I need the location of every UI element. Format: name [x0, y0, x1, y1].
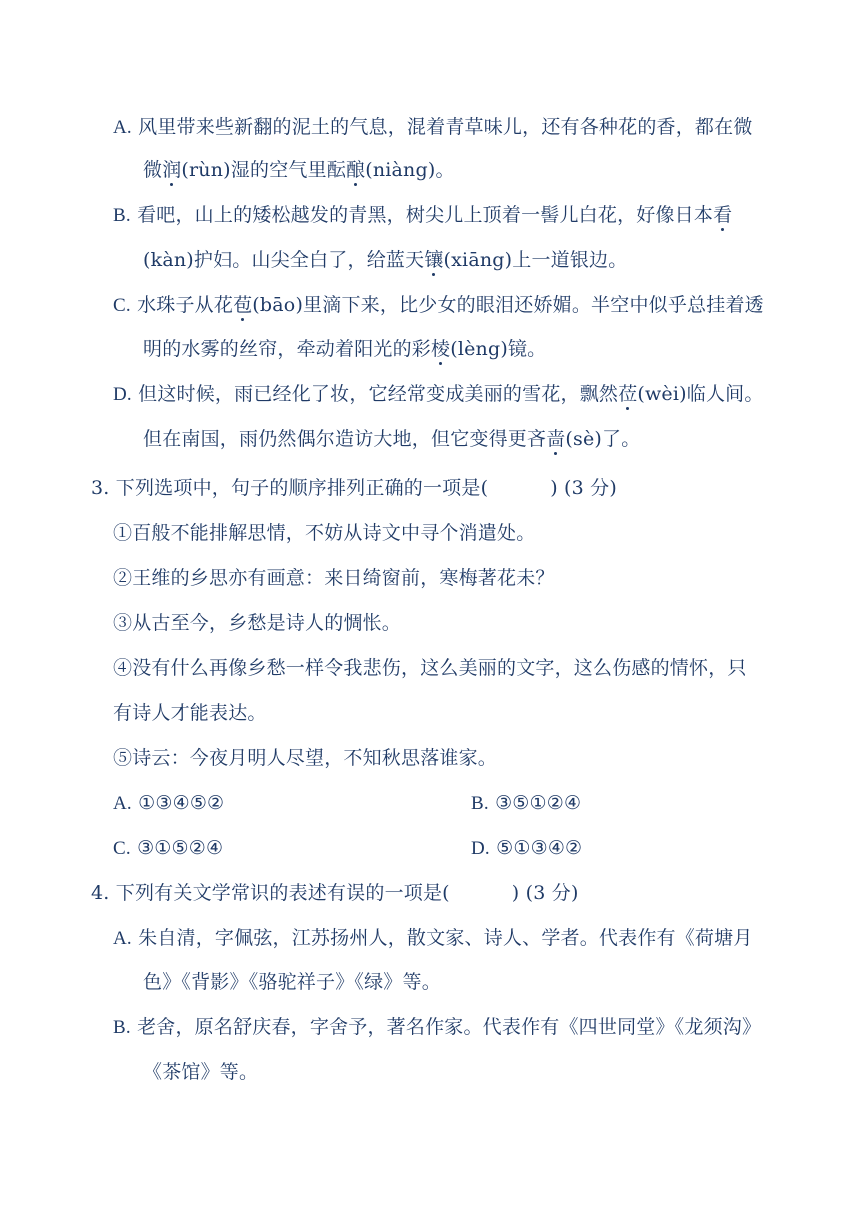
sentence-1: ①百般不能排解思情，不妨从诗文中寻个消遣处。 [113, 522, 536, 544]
text-segment: (lèng)镜。 [450, 338, 547, 360]
text-segment: (wèi)临人间。 [637, 383, 764, 405]
q3-option-d [471, 836, 582, 861]
emphasis-char: 苞 [233, 294, 253, 316]
text-segment: (bāo)里滴下来，比少女的眼泪还娇媚。半空中似乎总挂着透 [252, 294, 764, 316]
text-segment: 水珠子从花 [137, 294, 234, 316]
emphasis-char: 棱 [431, 338, 451, 360]
sentence-4-cont: 有诗人才能表达。 [113, 702, 267, 724]
option-text: 朱自清，字佩弦，江苏扬州人，散文家、诗人、学者。代表作有《荷塘月 [138, 927, 753, 949]
option-letter: B. [113, 1017, 131, 1038]
text-segment: 但这时候，雨已经化了妆，它经常变成美丽的雪花，飘然 [138, 383, 619, 405]
text-segment: 明的水雾的丝帘，牵动着阳光的彩 [143, 338, 432, 360]
option-text: ⑤①③④② [496, 837, 583, 859]
option-letter: B. [113, 205, 131, 226]
option-letter: D. [471, 838, 490, 859]
sentence-5: ⑤诗云：今夜月明人尽望，不知秋思落谁家。 [113, 747, 498, 769]
option-letter: C. [113, 295, 131, 316]
option-letter: A. [113, 117, 132, 138]
text-segment: 微 [143, 159, 163, 181]
option-letter: C. [113, 838, 131, 859]
option-letter: A. [113, 928, 132, 949]
text-segment: (niàng)。 [365, 159, 455, 181]
option-letter: B. [471, 793, 489, 814]
sentence-4: ④没有什么再像乡愁一样令我悲伤，这么美丽的文字，这么伤感的情怀，只 [113, 657, 747, 679]
option-letter: A. [113, 793, 132, 814]
text-segment: 但在南国，雨仍然偶尔造访大地，但它变得更吝 [143, 428, 547, 450]
emphasis-char: 看 [713, 204, 733, 226]
sentence-3: ③从古至今，乡愁是诗人的惆怅。 [113, 612, 402, 634]
text-segment: (kàn)护妇。山尖全白了，给蓝天 [143, 249, 425, 271]
q4-option-a-cont: 色》《背影》《骆驼祥子》《绿》等。 [143, 971, 441, 993]
text-segment: 看吧，山上的矮松越发的青黑，树尖儿上顶着一髻儿白花，好像日本 [137, 204, 714, 226]
option-text: ③①⑤②④ [137, 837, 224, 859]
sentence-2: ②王维的乡思亦有画意：来日绮窗前，寒梅著花未？ [113, 567, 555, 589]
q4-option-b-cont: 《茶馆》等。 [143, 1061, 259, 1083]
question-score: ) (3 分) [511, 882, 579, 904]
q4-option-b [113, 1015, 761, 1040]
question-stem: 4. 下列有关文学常识的表述有误的一项是( [91, 882, 450, 904]
emphasis-char: 酿 [346, 159, 366, 181]
text-segment: (rùn)湿的空气里酝 [181, 159, 346, 181]
option-letter: D. [113, 384, 132, 405]
question-score: ) (3 分) [550, 477, 617, 499]
option-text: 老舍，原名舒庆春，字舍予，著名作家。代表作有《四世同堂》《龙须沟》 [137, 1016, 762, 1038]
option-text: ①③④⑤② [138, 792, 225, 814]
question-stem: 3. 下列选项中，句子的顺序排列正确的一项是( [91, 477, 489, 499]
emphasis-char: 莅 [618, 383, 638, 405]
q4-option-a [113, 926, 753, 951]
text-segment: (sè)了。 [565, 428, 641, 450]
emphasis-char: 镶 [424, 249, 444, 271]
emphasis-char: 啬 [546, 428, 566, 450]
q3-option-a [113, 791, 224, 816]
emphasis-char: 润 [162, 159, 182, 181]
option-text: ③⑤①②④ [495, 792, 582, 814]
text-segment: (xiāng)上一道银边。 [443, 249, 628, 271]
q3-option-c [113, 836, 223, 861]
option-text: 风里带来些新翻的泥土的气息，混着青草味儿，还有各种花的香，都在微 [138, 116, 753, 138]
q3-option-b [471, 791, 581, 816]
